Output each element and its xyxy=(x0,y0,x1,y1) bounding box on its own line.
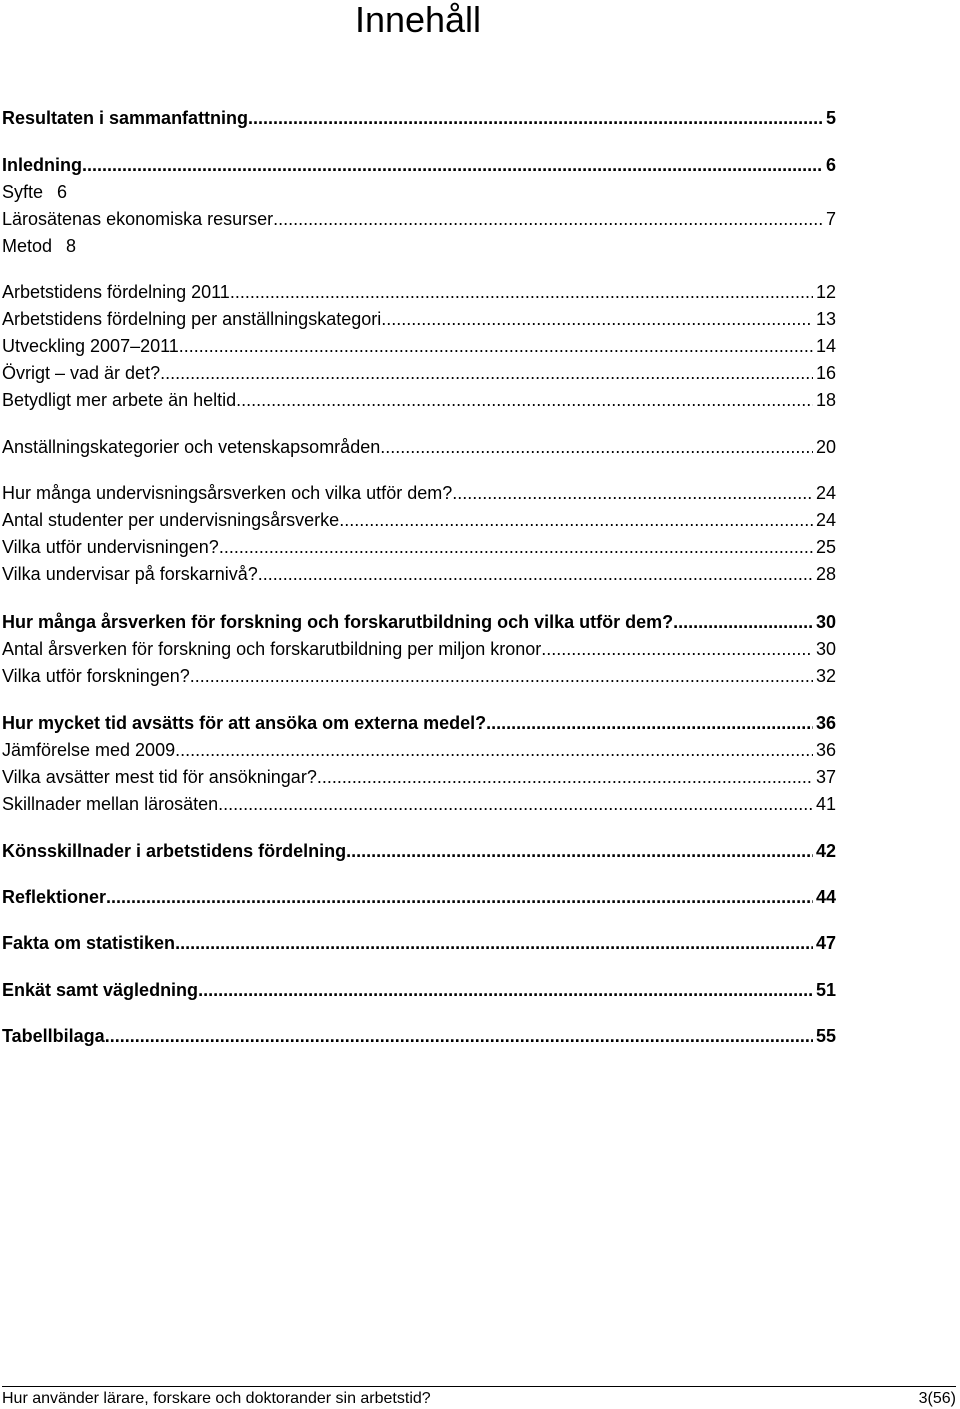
toc-entry-title: Hur många årsverken för forskning och forskarutbildning och vilka utför dem? xyxy=(2,612,674,632)
toc-entry-title: Lärosätenas ekonomiska resurser xyxy=(2,209,274,229)
toc-entry-title: Skillnader mellan lärosäten xyxy=(2,794,219,814)
toc-entry-title: Betydligt mer arbete än heltid xyxy=(2,390,237,410)
toc-entry-title: Tabellbilaga xyxy=(2,1026,105,1046)
toc-entry-title: Könsskillnader i arbetstidens fördelning xyxy=(2,841,347,861)
toc-dot-leader xyxy=(198,980,813,1001)
toc-entry[interactable] xyxy=(2,1026,836,1053)
toc-dot-leader xyxy=(179,336,813,357)
footer-page-number: 3(56) xyxy=(918,1390,956,1407)
toc-entry-title: Hur mycket tid avsätts för att ansöka om externa medel? xyxy=(2,713,487,733)
toc-dot-leader xyxy=(248,108,823,129)
page-title: Innehåll xyxy=(354,0,482,40)
toc-entry[interactable] xyxy=(2,437,836,464)
toc-dot-leader xyxy=(317,767,813,788)
toc-dot-leader xyxy=(190,666,813,687)
toc-entry-page: 25 xyxy=(815,537,836,557)
toc-entry-page: 30 xyxy=(815,639,836,659)
toc-dot-leader xyxy=(258,564,813,585)
toc-entry[interactable] xyxy=(2,713,836,740)
toc-entry-title: Arbetstidens fördelning 2011 xyxy=(2,282,230,302)
toc-entry-page: 51 xyxy=(815,980,836,1000)
toc-entry-page: 24 xyxy=(815,483,836,503)
toc-entry[interactable] xyxy=(2,390,836,417)
toc-dot-leader xyxy=(339,510,813,531)
toc-entry[interactable] xyxy=(2,612,836,639)
page-footer xyxy=(2,1386,956,1409)
toc-entry-page: 32 xyxy=(815,666,836,686)
toc-entry-page: 14 xyxy=(815,336,836,356)
toc-entry-page: 55 xyxy=(815,1026,836,1046)
toc-dot-leader xyxy=(541,639,813,660)
toc-entry[interactable] xyxy=(2,209,836,236)
toc-entry-title: Utveckling 2007–2011 xyxy=(2,336,179,356)
toc-entry-page: 12 xyxy=(815,282,836,302)
toc-entry-title: Enkät samt vägledning xyxy=(2,980,199,1000)
toc-entry-page: 28 xyxy=(815,564,836,584)
toc-entry-page: 6 xyxy=(825,155,836,175)
toc-entry[interactable] xyxy=(2,155,836,182)
toc-entry[interactable] xyxy=(2,887,836,914)
toc-dot-leader xyxy=(219,537,813,558)
toc-dot-leader xyxy=(452,483,813,504)
toc-entry[interactable] xyxy=(2,363,836,390)
toc-entry[interactable] xyxy=(2,980,836,1007)
toc-entry-title: Antal studenter per undervisningsårsverke xyxy=(2,510,340,530)
toc-entry[interactable] xyxy=(2,639,836,666)
toc-entry-page: 30 xyxy=(815,612,836,632)
toc-entry-title: Syfte xyxy=(2,182,44,202)
toc-entry-page: 6 xyxy=(57,182,68,202)
toc-dot-leader xyxy=(218,794,813,815)
toc-entry[interactable] xyxy=(2,933,836,960)
toc-entry-page: 36 xyxy=(815,713,836,733)
toc-entry[interactable] xyxy=(2,841,836,868)
toc-dot-leader xyxy=(673,612,813,633)
toc-entry-title: Reflektioner xyxy=(2,887,107,907)
toc-entry[interactable] xyxy=(2,666,836,693)
toc-dot-leader xyxy=(236,390,813,411)
toc-entry-title: Resultaten i sammanfattning xyxy=(2,108,249,128)
toc-dot-leader xyxy=(273,209,823,230)
toc-entry-page: 36 xyxy=(815,740,836,760)
toc-dot-leader xyxy=(346,841,813,862)
toc-dot-leader xyxy=(82,155,823,176)
toc-dot-leader xyxy=(381,309,813,330)
toc-entry[interactable] xyxy=(2,309,836,336)
toc-entry-title: Vilka utför forskningen? xyxy=(2,666,190,686)
toc-entry-title: Vilka utför undervisningen? xyxy=(2,537,219,557)
toc-entry-page: 18 xyxy=(815,390,836,410)
toc-entry-page: 44 xyxy=(815,887,836,907)
toc-dot-leader xyxy=(106,887,813,908)
toc-entry-title: Övrigt – vad är det? xyxy=(2,363,161,383)
toc-dot-leader xyxy=(380,437,813,458)
toc-entry-page: 5 xyxy=(825,108,836,128)
toc-entry-page: 8 xyxy=(66,236,77,256)
toc-entry-page: 20 xyxy=(815,437,836,457)
toc-entry-title: Vilka avsätter mest tid för ansökningar? xyxy=(2,767,317,787)
toc-entry-page: 13 xyxy=(815,309,836,329)
toc-entry-title: Arbetstidens fördelning per anställningskategori xyxy=(2,309,382,329)
toc-entry-title: Hur många undervisningsårsverken och vilka utför dem? xyxy=(2,483,453,503)
toc-entry-title: Jämförelse med 2009 xyxy=(2,740,176,760)
toc-entry-page: 37 xyxy=(815,767,836,787)
toc-entry[interactable] xyxy=(2,767,836,794)
toc-dot-leader xyxy=(230,282,813,303)
toc-entry[interactable] xyxy=(2,483,836,510)
toc-entry[interactable] xyxy=(2,537,836,564)
toc-entry[interactable] xyxy=(2,236,836,263)
toc-dot-leader xyxy=(160,363,813,384)
toc-dot-leader xyxy=(486,713,813,734)
toc-dot-leader xyxy=(105,1026,813,1047)
toc-entry[interactable] xyxy=(2,108,836,135)
toc-entry-page: 42 xyxy=(815,841,836,861)
toc-entry-title: Inledning xyxy=(2,155,82,175)
toc-entry-title: Metod xyxy=(2,236,53,256)
toc-entry-page: 47 xyxy=(815,933,836,953)
toc-entry[interactable] xyxy=(2,794,836,821)
toc-entry-page: 16 xyxy=(815,363,836,383)
toc-dot-leader xyxy=(175,933,813,954)
toc-entry[interactable] xyxy=(2,740,836,767)
toc-entry[interactable] xyxy=(2,282,836,309)
toc-dot-leader xyxy=(175,740,813,761)
toc-entry-title: Fakta om statistiken xyxy=(2,933,176,953)
toc-entry-page: 24 xyxy=(815,510,836,530)
toc-entry-title: Anställningskategorier och vetenskapsområden xyxy=(2,437,381,457)
toc-entry-title: Vilka undervisar på forskarnivå? xyxy=(2,564,258,584)
toc-entry[interactable] xyxy=(2,182,836,209)
toc-entry[interactable] xyxy=(2,510,836,537)
footer-document-title: Hur använder lärare, forskare och doktorander sin arbetstid? xyxy=(2,1390,431,1407)
toc-entry-page: 7 xyxy=(825,209,836,229)
toc-entry[interactable] xyxy=(2,336,836,363)
toc-entry[interactable] xyxy=(2,564,836,591)
toc-entry-title: Antal årsverken för forskning och forskarutbildning per miljon kronor xyxy=(2,639,542,659)
toc-entry-page: 41 xyxy=(815,794,836,814)
